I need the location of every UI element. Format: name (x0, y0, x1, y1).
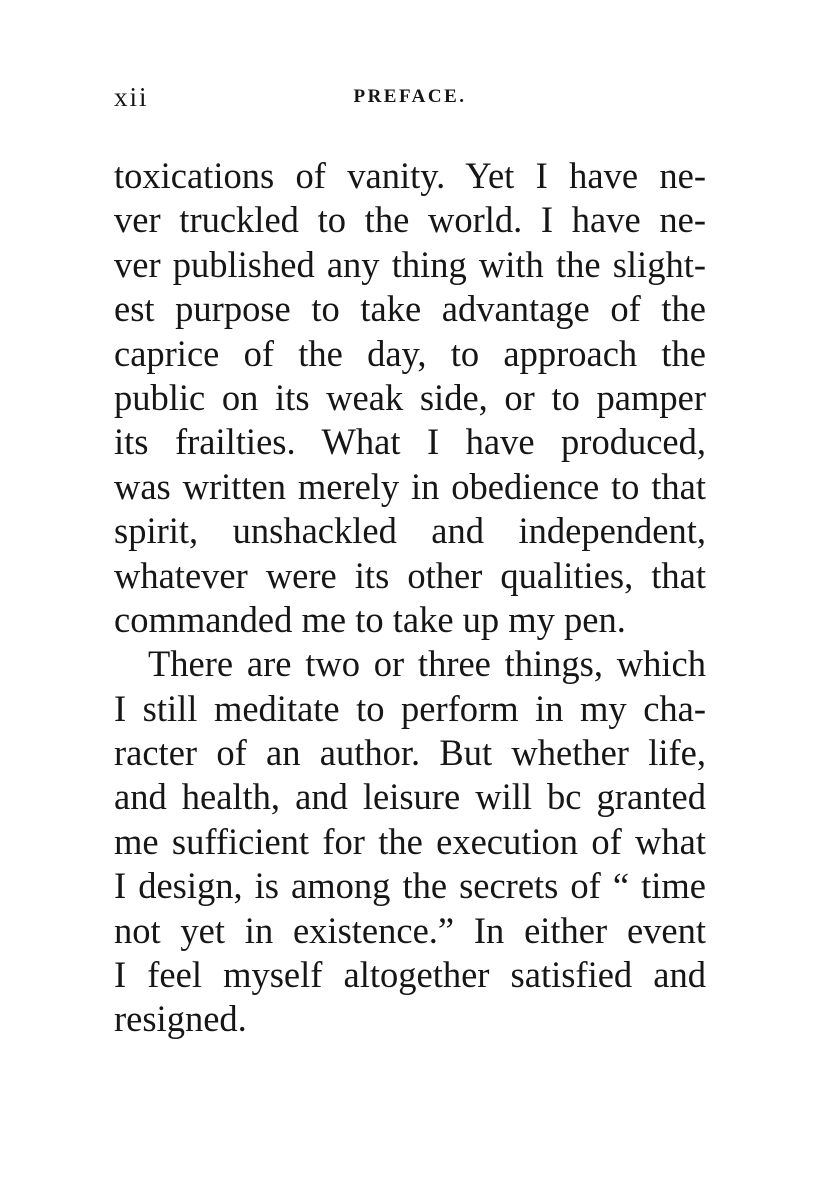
paragraph-end-line: commanded me to take up my pen. (114, 598, 626, 640)
paragraph-end-line: resigned. (114, 998, 247, 1040)
text-line: ver published any thing with the slight- (114, 243, 706, 285)
text-line: caprice of the day, to approach the (114, 332, 706, 374)
text-line: est purpose to take advantage of the (114, 288, 706, 330)
text-line: racter of an author. But whether life, (114, 732, 706, 774)
text-line: public on its weak side, or to pamper (114, 376, 706, 418)
text-line: I design, is among the secrets of “ time (114, 865, 706, 907)
text-line: me sufficient for the execution of what (114, 820, 706, 862)
text-line: I feel myself altogether satisfied and (114, 954, 706, 996)
text-line: and health, and leisure will bc granted (114, 776, 706, 818)
text-line: toxications of vanity. Yet I have ne- (114, 155, 706, 196)
text-line: not yet in existence.” In either event (114, 909, 706, 951)
text-line: its frailties. What I have produced, (114, 421, 706, 463)
text-line: whatever were its other qualities, that (114, 554, 706, 596)
running-head-title: PREFACE. (353, 86, 467, 107)
running-head (114, 82, 706, 122)
text-line: ver truckled to the world. I have ne- (114, 199, 706, 241)
page-number: xii (114, 82, 149, 112)
text-line: I still meditate to perform in my cha- (114, 687, 706, 729)
body-text (114, 154, 706, 1042)
text-line: spirit, unshackled and independent, (114, 510, 706, 552)
text-line: was written merely in obedience to that (114, 465, 706, 507)
paragraph-start-line: There are two or three things, which (148, 643, 706, 685)
